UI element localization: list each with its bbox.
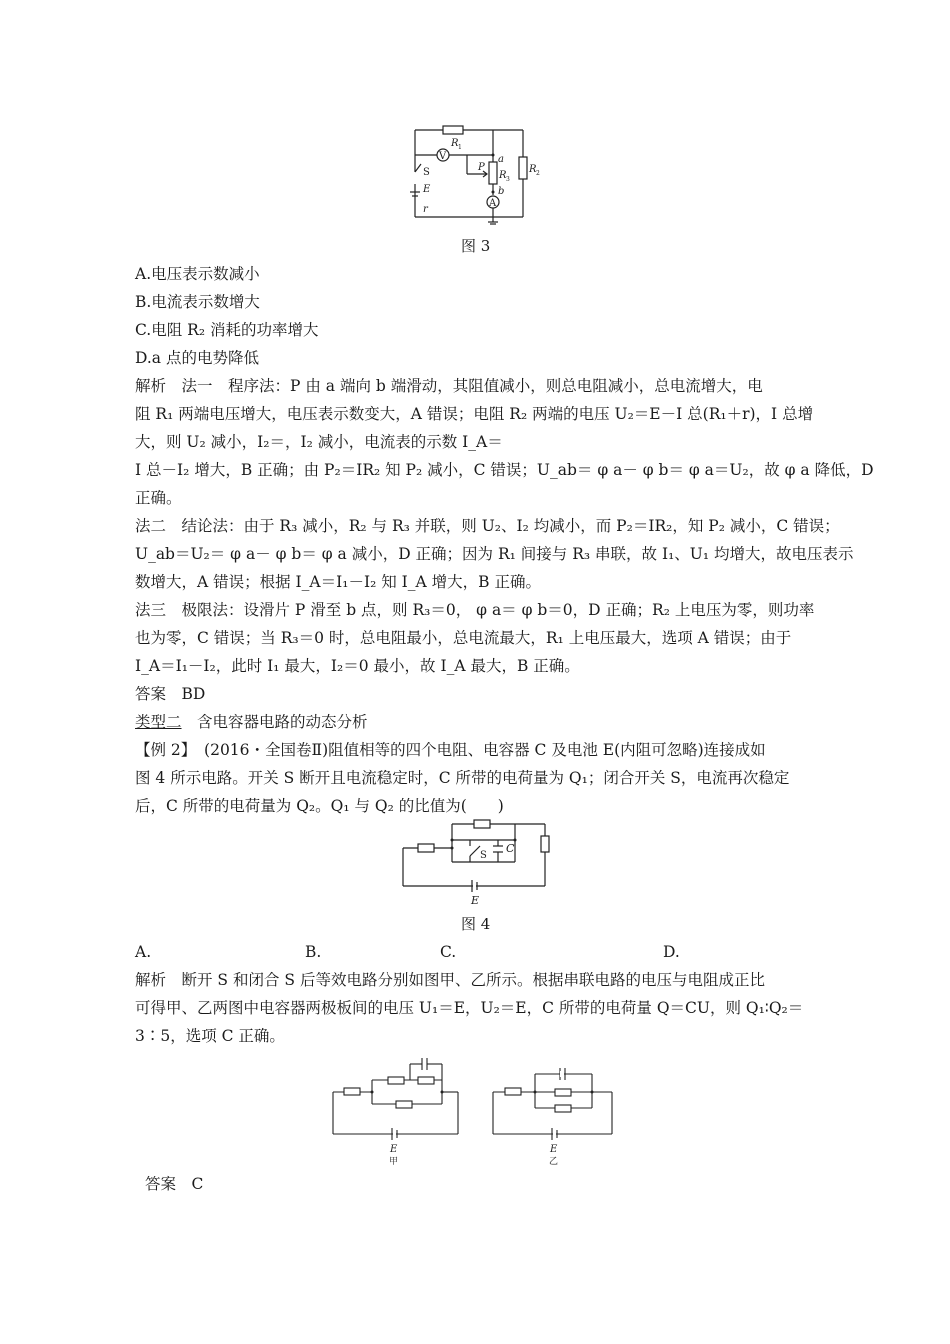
circuit-diagram-equivalent [330, 1052, 620, 1167]
fig5-label-yi: 乙 [549, 1157, 559, 1167]
circuit-diagram-4 [400, 818, 552, 908]
analysis-1-line: 数增大，A 错误；根据 I_A＝I₁－I₂ 知 I_A 增大，B 正确。 [135, 573, 541, 591]
fig3-label-r3-sub: 3 [506, 176, 510, 183]
option-d: D.a 点的电势降低 [135, 349, 259, 367]
fig3-label-r2: R [529, 164, 537, 175]
option-c: C.电阻 R₂ 消耗的功率增大 [135, 321, 319, 339]
analysis-1-line: 法二 结论法：由于 R₃ 减小，R₂ 与 R₃ 并联，则 U₂、I₂ 均减小，而 P₂＝IR₂，知 P₂ 减小，C 错误； [135, 517, 840, 535]
fig4-label-e: E [471, 894, 480, 907]
example-2-line: 图 4 所示电路。开关 S 断开且电流稳定时，C 所带的电荷量为 Q₁；闭合开关 S，电流再次稳定 [135, 769, 790, 787]
fig3-voltmeter-label: V [439, 151, 447, 162]
figure-3-circuit [405, 122, 555, 227]
section-type-2-title: 含电容器电路的动态分析 [181, 713, 368, 731]
analysis-1-line: 也为零，C 错误；当 R₃＝0 时，总电阻最小，总电流最大，R₁ 上电压最大，选项 A 错误；由于 [135, 629, 792, 647]
fig3-ammeter-label: A [489, 198, 497, 209]
figure-4-caption: 图 4 [461, 915, 491, 933]
figure-equivalent-circuits [330, 1052, 620, 1167]
fig5-label-e-right: E [550, 1144, 558, 1155]
section-type-2-label: 类型二 [135, 713, 182, 731]
analysis-1-line: 阻 R₁ 两端电压增大，电压表示数变大，A 错误；电阻 R₂ 两端的电压 U₂＝E－I 总(R₁＋r)，I 总增 [135, 405, 814, 423]
fig3-label-e: E [423, 184, 431, 195]
fig4-label-s: S [480, 850, 487, 861]
circuit-diagram-3 [405, 122, 555, 227]
option-2-a: A. [135, 943, 152, 961]
option-2-d: D. [663, 943, 680, 961]
example-2-line: 【例 2】 (2016・全国卷Ⅱ)阻值相等的四个电阻、电容器 C 及电池 E(内阻可忽略)连接成如 [135, 741, 766, 759]
option-b: B.电流表示数增大 [135, 293, 260, 311]
fig3-label-r1-sub: 1 [458, 144, 462, 151]
example-2-line: 后，C 所带的电荷量为 Q₂。Q₁ 与 Q₂ 的比值为( ) [135, 797, 504, 815]
fig3-label-s: S [423, 167, 430, 178]
fig5-label-e-left: E [390, 1144, 398, 1155]
analysis-1-line: 法三 极限法：设滑片 P 滑至 b 点，则 R₃＝0， φ a＝ φ b＝0，D 正确；R₂ 上电压为零，则功率 [135, 601, 815, 619]
answer-2: 答案 C [145, 1175, 204, 1193]
analysis-1-line: 大，则 U₂ 减小，I₂＝，I₂ 减小，电流表的示数 I_A＝ [135, 433, 503, 451]
fig3-label-p: P [478, 162, 485, 173]
analysis-1-line: I 总－I₂ 增大，B 正确；由 P₂＝IR₂ 知 P₂ 减小，C 错误；U_ab＝ φ a－ φ b＝ φ a＝U₂，故 φ a 降低，D [135, 461, 874, 479]
fig3-label-r2-sub: 2 [536, 170, 540, 177]
analysis-2-line: 解析 断开 S 和闭合 S 后等效电路分别如图甲、乙所示。根据串联电路的电压与电阻成正比 [135, 971, 765, 989]
answer-1: 答案 BD [135, 685, 206, 703]
option-2-c: C. [440, 943, 457, 961]
fig4-label-c: C [506, 842, 515, 855]
analysis-1-line: 正确。 [135, 489, 182, 507]
analysis-1-line: 解析 法一 程序法：P 由 a 端向 b 端滑动，其阻值减小，则总电阻减小，总电流增大，电 [135, 377, 763, 395]
figure-4-circuit [400, 818, 552, 908]
fig5-label-jia: 甲 [389, 1157, 399, 1167]
analysis-1-line: I_A＝I₁－I₂，此时 I₁ 最大，I₂＝0 最小，故 I_A 最大，B 正确。 [135, 657, 580, 675]
option-2-b: B. [305, 943, 322, 961]
fig3-label-r3: R [499, 170, 507, 181]
fig3-label-r: r [423, 204, 428, 215]
analysis-2-line: 可得甲、乙两图中电容器两极板间的电压 U₁＝E，U₂＝E，C 所带的电荷量 Q＝CU，则 Q₁∶Q₂＝ [135, 999, 804, 1017]
figure-3-caption: 图 3 [461, 237, 491, 255]
section-type-2 [135, 712, 368, 732]
option-a: A.电压表示数减小 [135, 265, 260, 283]
fig3-label-r1: R [451, 138, 459, 149]
analysis-2-line: 3∶5，选项 C 正确。 [135, 1027, 285, 1045]
analysis-1-line: U_ab＝U₂＝ φ a－ φ b＝ φ a 减小，D 正确；因为 R₁ 间接与 R₃ 串联，故 I₁、U₁ 均增大，故电压表示 [135, 545, 854, 563]
fig3-label-b: b [498, 186, 505, 197]
fig3-label-a: a [498, 154, 504, 165]
